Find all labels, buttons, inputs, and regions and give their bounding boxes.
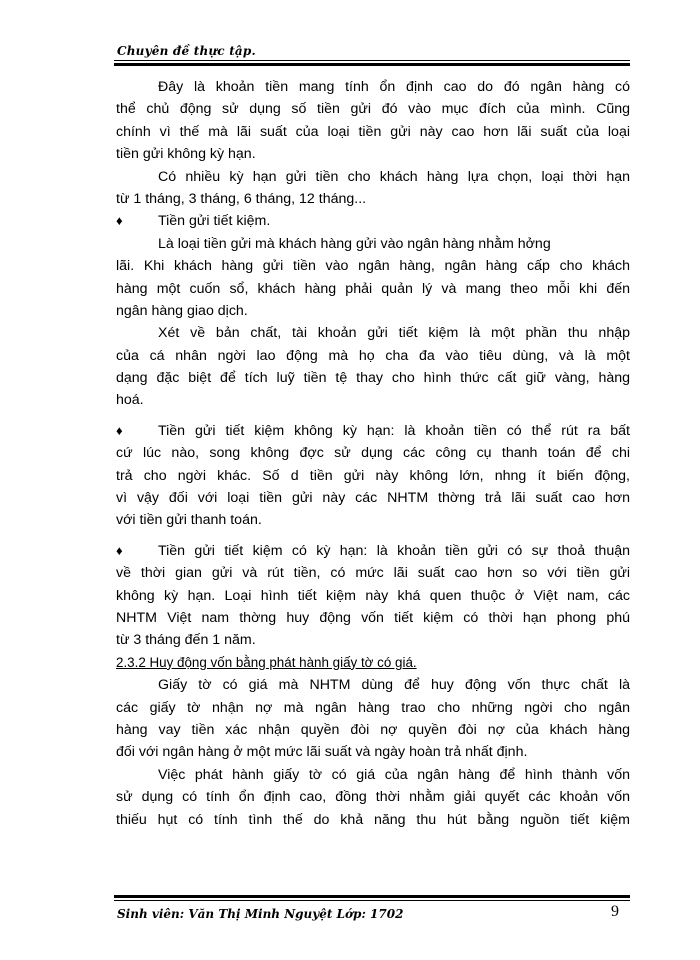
- bullet-text: Tiền gửi tiết kiệm có kỳ hạn: là khoản tiền gửi có sự thoả thuận: [158, 542, 630, 559]
- paragraph-line: đối với ngân hàng ở một mức lãi suất và ngày hoàn trả nhất định.: [116, 744, 528, 761]
- bullet-icon: ♦: [116, 422, 123, 438]
- paragraph-line: Đây là khoản tiền mang tính ổn định cao do đó ngân hàng có: [158, 79, 630, 95]
- section-heading-row: [116, 652, 630, 674]
- paragraph-line: dạng đặc biệt để tích luỹ tiền tệ thay cho hình thức cất giữ vàng, hàng: [116, 370, 630, 387]
- paragraph-line: từ 1 tháng, 3 tháng, 6 tháng, 12 tháng...: [116, 190, 367, 207]
- paragraph-line: chính vì thế mà lãi suất của loại tiền gửi này cao hơn lãi suất của loại: [116, 123, 630, 140]
- footer-author: Sinh viên: Văn Thị Minh Nguyệt Lớp: 1702: [117, 907, 404, 921]
- paragraph-line: Xét về bản chất, tài khoản gửi tiết kiệm là một phần thu nhập: [158, 325, 630, 342]
- paragraph-line: NHTM Việt nam thờng huy động vốn tiết kiệm có thời hạn phong phú: [116, 609, 630, 626]
- bullet-item: [116, 420, 630, 442]
- paragraph-line: các giấy tờ nhận nợ mà ngân hàng trao cho những ngời cho ngân: [116, 699, 630, 716]
- paragraph-line: về thời gian gửi và rút tiền, có mức lãi suất cao hơn so với tiền gửi: [116, 565, 630, 582]
- bullet-item: [116, 540, 630, 562]
- paragraph-line: Là loại tiền gửi mà khách hàng gửi vào ngân hàng nhằm hởng: [158, 235, 551, 252]
- paragraph-line: ngân hàng giao dịch.: [116, 302, 248, 319]
- paragraph-line: Có nhiều kỳ hạn gửi tiền cho khách hàng lựa chọn, loại thời hạn: [158, 168, 630, 185]
- footer-rule-thick: [114, 895, 630, 898]
- bullet-text: Tiền gửi tiết kiệm.: [158, 213, 271, 230]
- paragraph-line: với tiền gửi thanh toán.: [116, 512, 262, 529]
- paragraph-line: cứ lúc nào, song không đợc sử dụng các công cụ thanh toán để chi: [116, 445, 630, 462]
- bullet-icon: ♦: [116, 213, 123, 229]
- paragraph-line: thể chủ động sử dụng số tiền gửi đó vào mục đích của mình. Cũng: [116, 101, 630, 118]
- paragraph-line: sử dụng có tính ổn định cao, đồng thời nhằm giải quyết các khoản vốn: [116, 789, 630, 806]
- paragraph-line: vì vậy đối với loại tiền gửi này các NHTM thờng trả lãi suất cao hơn: [116, 490, 630, 507]
- section-heading: 2.3.2 Huy động vốn bằng phát hành giấy tờ có giá.: [116, 654, 417, 670]
- header-rule-thin: [114, 60, 630, 61]
- paragraph-line: trả cho ngời khác. Số d tiền gửi này không lớn, nhng ít biến động,: [116, 467, 630, 484]
- bullet-item: [116, 210, 630, 232]
- paragraph-line: hoá.: [116, 392, 144, 409]
- paragraph-line: tiền gửi không kỳ hạn.: [116, 146, 256, 163]
- paragraph-line: Giấy tờ có giá mà NHTM dùng để huy động vốn thực chất là: [158, 677, 630, 694]
- header-title: Chuyên đề thực tập.: [117, 44, 256, 58]
- paragraph-line: thiếu hụt có tính tình thế do khả năng thu hút bằng nguồn tiết kiệm: [116, 811, 630, 828]
- body-text: [116, 76, 630, 831]
- bullet-text: Tiền gửi tiết kiệm không kỳ hạn: là khoản tiền có thể rút ra bất: [158, 422, 630, 439]
- paragraph-line: hàng vay tiền xác nhận quyền đòi nợ quyền đòi nợ của khách hàng: [116, 721, 630, 738]
- bullet-icon: ♦: [116, 542, 123, 558]
- paragraph-line: của cá nhân ngời lao động mà họ cha đa vào tiêu dùng, và là một: [116, 347, 630, 364]
- paragraph-line: Việc phát hành giấy tờ có giá của ngân hàng để hình thành vốn: [158, 766, 630, 783]
- paragraph-line: từ 3 tháng đến 1 năm.: [116, 632, 256, 649]
- page-number: 9: [611, 903, 619, 920]
- paragraph-line: lãi. Khi khách hàng gửi tiền vào ngân hàng, ngân hàng cấp cho khách: [116, 258, 630, 275]
- header-rule-thick: [114, 63, 630, 66]
- paragraph-line: không kỳ hạn. Loại hình tiết kiệm này khá quen thuộc ở Việt nam, các: [116, 587, 630, 604]
- footer-rule-thin: [114, 900, 630, 901]
- paragraph-line: hàng một cuốn sổ, khách hàng phải quản lý và mang theo mỗi khi đến: [116, 280, 630, 297]
